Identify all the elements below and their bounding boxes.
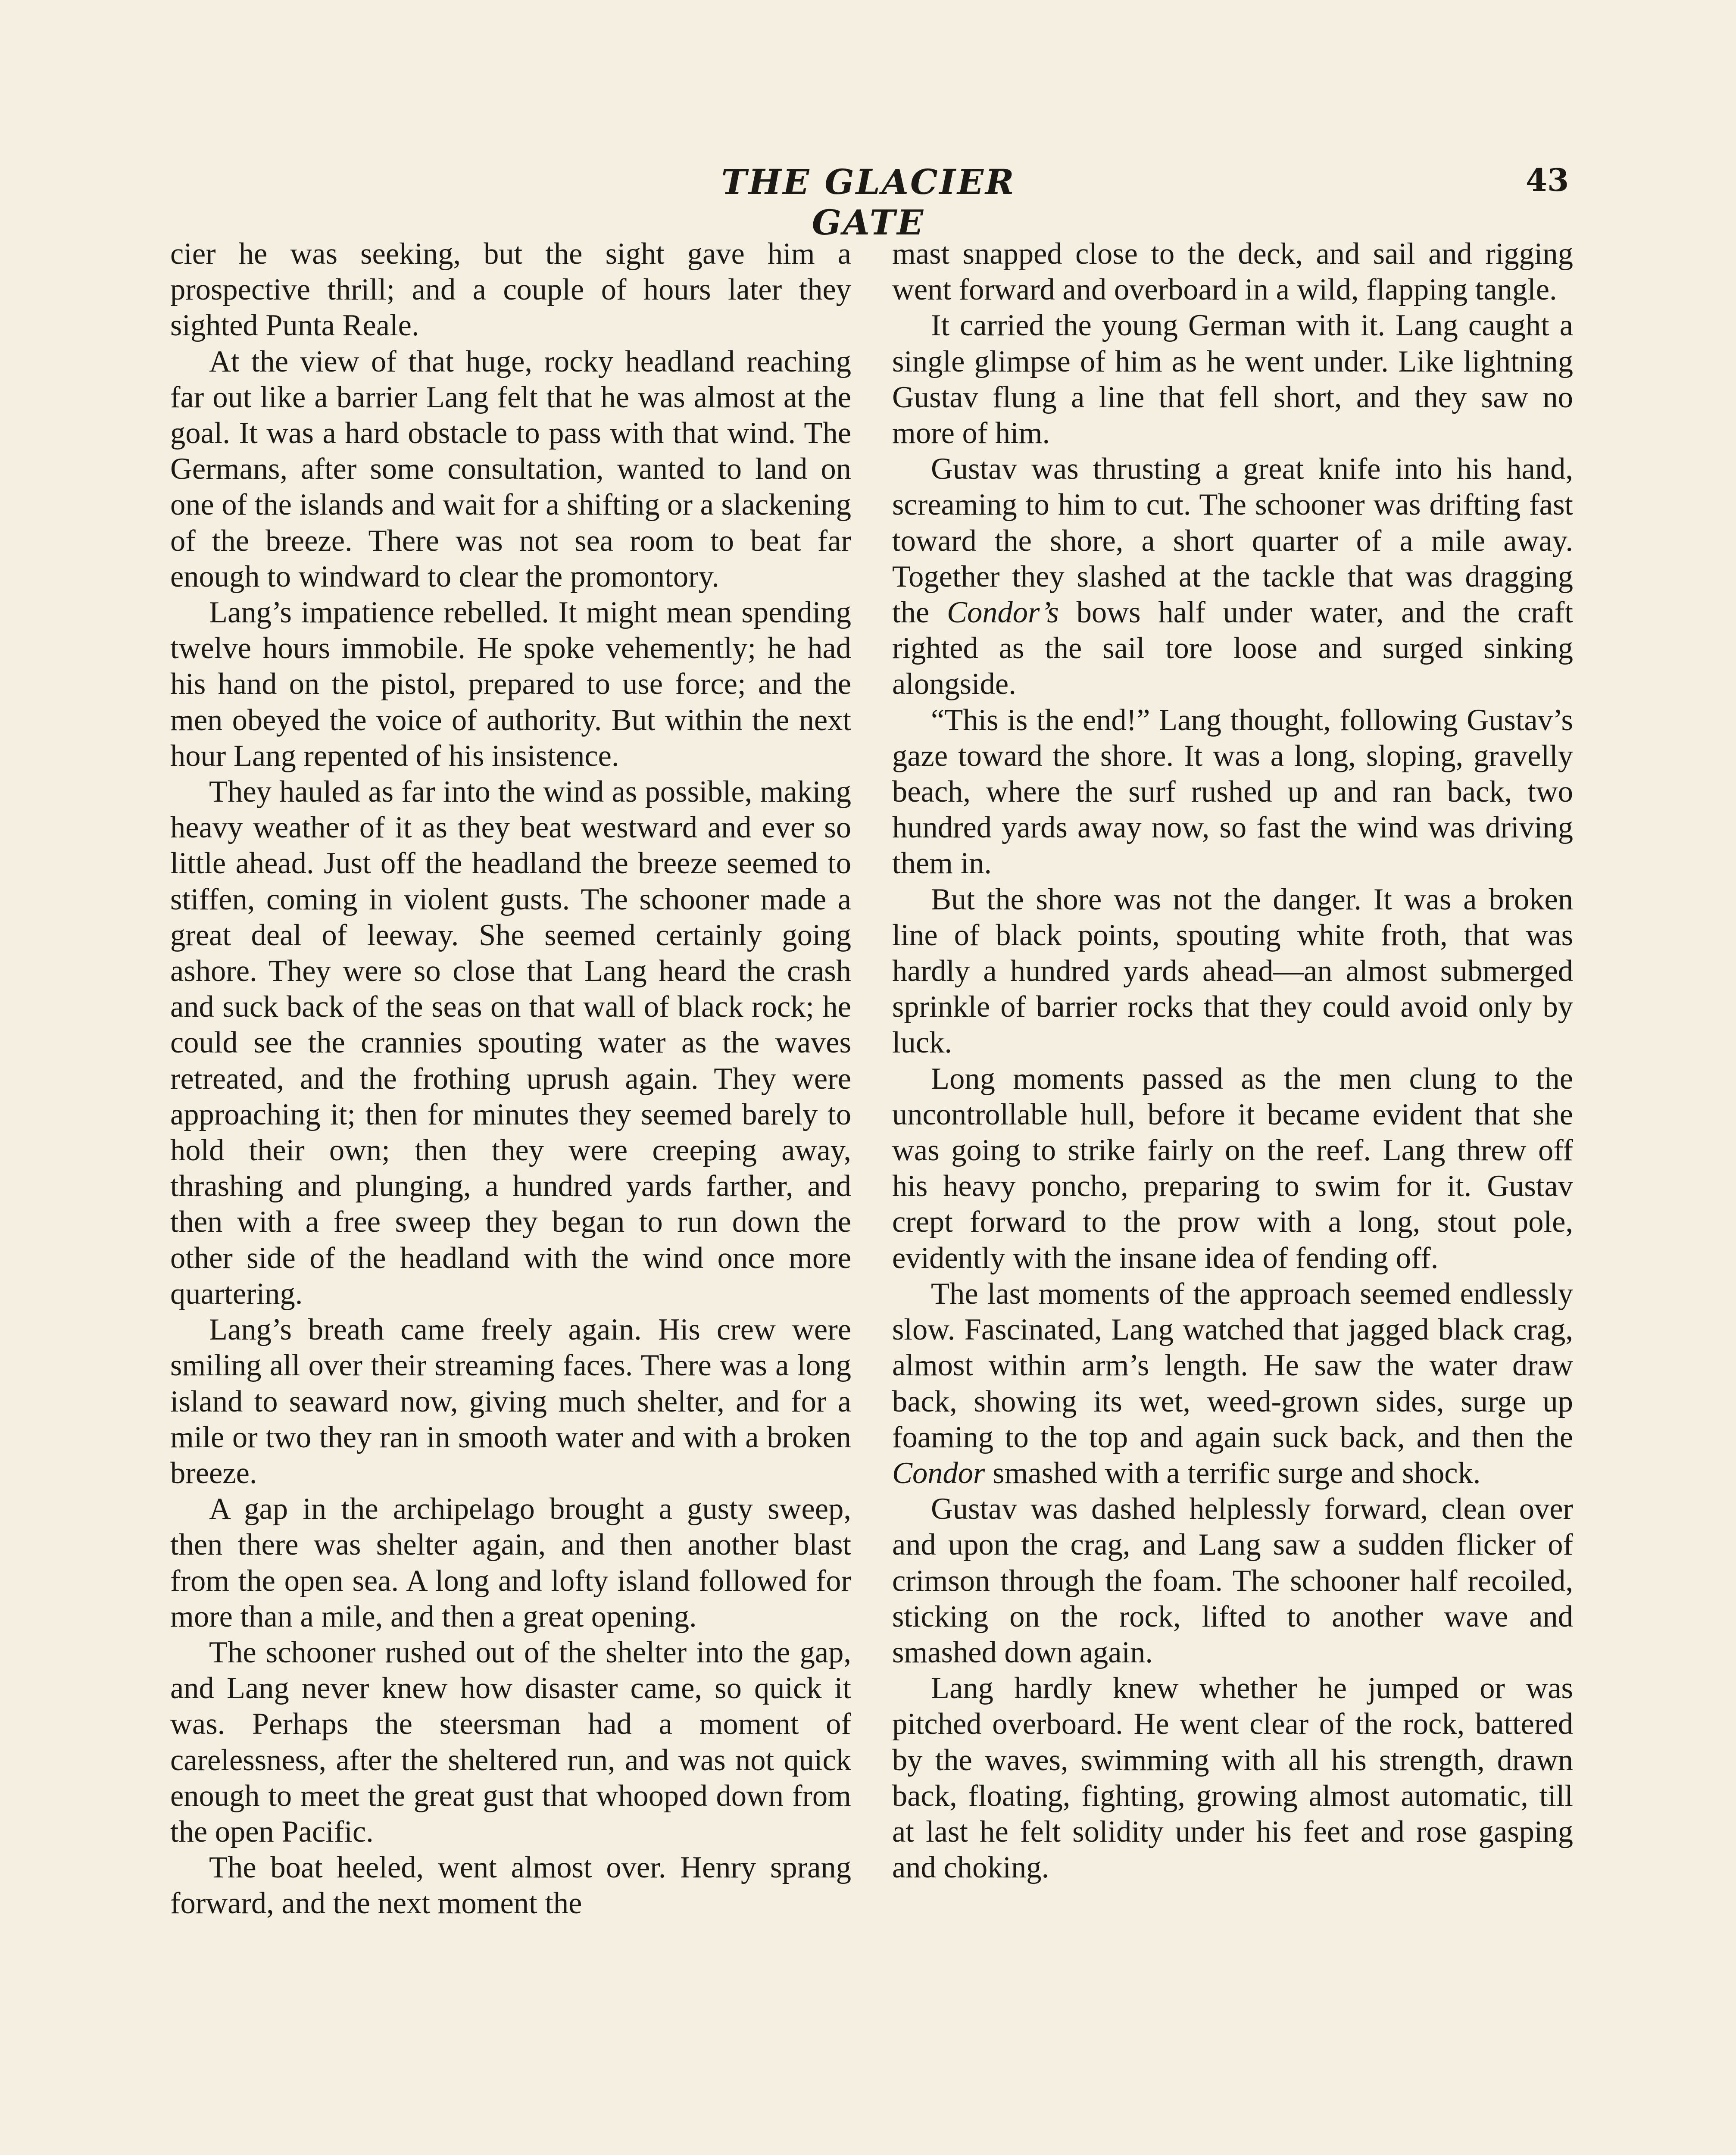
paragraph: Gustav was dashed helplessly forward, clean over and upon the crag, and Lang saw a sudden flicker of crimson through the foam. The schooner half recoiled, sticking on the rock, lifted to another wave and smashed down again.	[892, 1492, 1573, 1669]
paragraph: But the shore was not the danger. It was a broken line of black points, spouting white froth, that was hardly a hundred yards ahead—an almost submerged sprinkle of barrier rocks that they could avoid only by luck.	[892, 882, 1573, 1060]
text-run: The last moments of the approach seemed endlessly slow. Fascinated, Lang watched that jagged black crag, almost within arm’s length. He saw the water draw back, showing its wet, weed-grown sides, surge up foaming to the top and again suck back, and then the	[892, 1277, 1573, 1454]
paragraph: Long moments passed as the men clung to the uncontrollable hull, before it became evident that she was going to strike fairly on the reef. Lang threw off his heavy poncho, preparing to swim for it. Gustav crept forward to the prow with a long, stout pole, evidently with the insane idea of fending off.	[892, 1062, 1573, 1275]
paragraph	[892, 451, 1573, 702]
paragraph: It carried the young German with it. Lang caught a single glimpse of him as he went under. Like lightning Gustav flung a line that fell short, and they saw no more of him.	[892, 309, 1573, 450]
paragraph: cier he was seeking, but the sight gave him a prospective thrill; and a couple of hours later they sighted Punta Reale.	[170, 237, 851, 343]
paragraph: Lang’s breath came freely again. His crew were smiling all over their streaming faces. There was a long island to seaward now, giving much shelter, and for a mile or two they ran in smooth water and with a broken breeze.	[170, 1313, 851, 1490]
paragraph	[892, 1276, 1573, 1491]
text-run: smashed with a terrific surge and shock.	[985, 1456, 1481, 1490]
text-run: bows half under water, and the craft righted as the sail tore loose and surged sinking alongside.	[892, 596, 1573, 701]
page-number: 43	[1526, 162, 1569, 198]
paragraph: They hauled as far into the wind as possible, making heavy weather of it as they beat westward and ever so little ahead. Just off the headland the breeze seemed to stiffen, coming in violent gusts. The schooner made a great deal of leeway. She seemed certainly going ashore. They were so close that Lang heard the crash and suck back of the seas on that wall of black rock; he could see the crannies spouting water as the waves retreated, and the frothing uprush again. They were approaching it; then for minutes they seemed barely to hold their own; then they were creeping away, thrashing and plunging, a hundred yards farther, and then with a free sweep they began to run down the other side of the headland with the wind once more quartering.	[170, 775, 851, 1311]
text-run: Gustav was thrusting a great knife into his hand, screaming to him to cut. The schooner was drifting fast toward the shore, a short quarter of a mile away. Together they slashed at the tackle that was dragging the	[892, 452, 1573, 630]
right-text-column	[892, 236, 1573, 1886]
paragraph: Lang’s impatience rebelled. It might mean spending twelve hours immobile. He spoke vehemently; he had his hand on the pistol, prepared to use force; and the men obeyed the voice of authority. But within the next hour Lang repented of his insistence.	[170, 596, 851, 773]
ship-name: Condor	[892, 1456, 985, 1490]
running-head: THE GLACIER GATE	[721, 162, 1016, 243]
paragraph: The boat heeled, went almost over. Henry sprang forward, and the next moment the	[170, 1851, 851, 1921]
paragraph: “This is the end!” Lang thought, following Gustav’s gaze toward the shore. It was a long, sloping, gravelly beach, where the surf rushed up and ran back, two hundred yards away now, so fast the wind was driving them in.	[892, 703, 1573, 881]
paragraph: A gap in the archipelago brought a gusty sweep, then there was shelter again, and then another blast from the open sea. A long and lofty island followed for more than a mile, and then a great opening.	[170, 1492, 851, 1633]
paragraph: Lang hardly knew whether he jumped or was pitched overboard. He went clear of the rock, battered by the waves, swimming with all his strength, drawn back, floating, fighting, growing almost automatic, till at last he felt solidity under his feet and rose gasping and choking.	[892, 1671, 1573, 1885]
left-text-column	[170, 236, 851, 1922]
paragraph: At the view of that huge, rocky headland reaching far out like a barrier Lang felt that he was almost at the goal. It was a hard obstacle to pass with that wind. The Germans, after some consultation, wanted to land on one of the islands and wait for a shifting or a slackening of the breeze. There was not sea room to beat far enough to windward to clear the promontory.	[170, 344, 851, 593]
ship-name: Condor’s	[946, 596, 1059, 630]
paragraph: mast snapped close to the deck, and sail and rigging went forward and overboard in a wild, flapping tangle.	[892, 237, 1573, 307]
paragraph: The schooner rushed out of the shelter into the gap, and Lang never knew how disaster came, so quick it was. Perhaps the steersman had a moment of carelessness, after the sheltered run, and was not quick enough to meet the great gust that whooped down from the open Pacific.	[170, 1635, 851, 1849]
